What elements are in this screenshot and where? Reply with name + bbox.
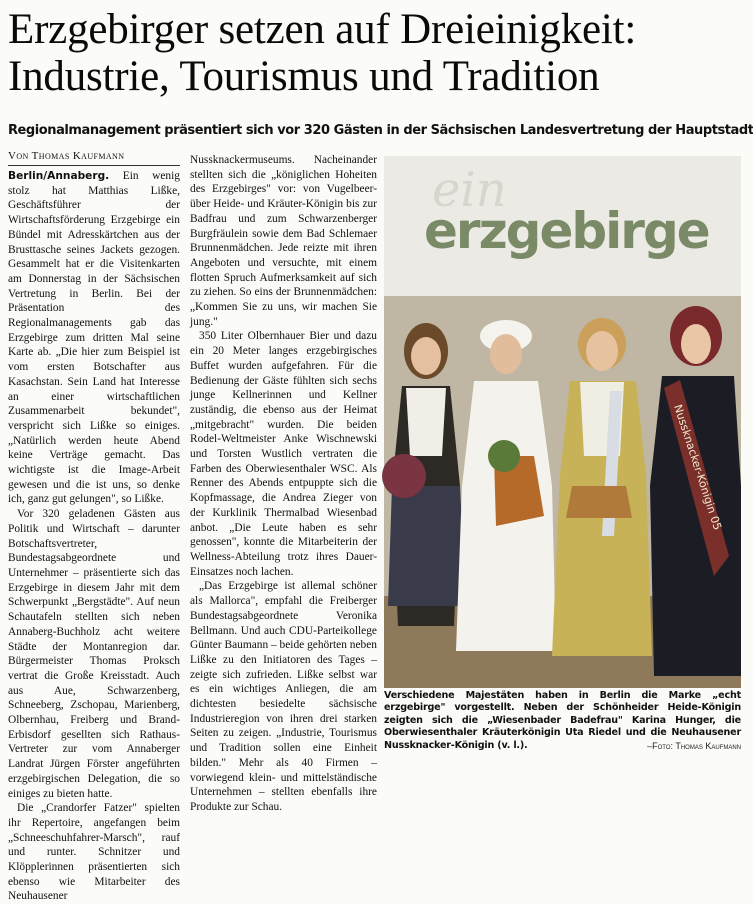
photo-illustration	[384, 156, 741, 688]
paragraph-text: Ein wenig stolz hat Matthias Lißke, Geschäftsführer der Wirtschaftsförderung Erzgebirge ein Bündel mit Adresskärtchen aus der Brusttasche seines Jackets gezogen. Gesammelt hat er die Visitenkarten am Donnerstag in der Sächsischen Vertretung in Berlin. Bei der Präsentation des Regionalmanagements gab das Erzgebirge zum dritten Mal seine Karte ab. „Die hier zum Beispiel ist vom ersten Botschafter aus Kasachstan. Sein Land hat Interesse an einer wirtschaftlichen Zusammenarbeit bekundet", verspricht sich Lißke so einiges. „Natürlich werden heute Abend keine Verträge gemacht. Das wichtigste ist die Image-Arbeit gewesen und die ist uns, so denke ich, ganz gut gelungen", so Lißke.	[8, 170, 180, 506]
paragraph: Nussknackermuseums. Nacheinander stellten sich die „königlichen Hoheiten des Erzgebirges" vor: von Vugelbeer- über Heide- und Kräuter-Königin bis zur Badfrau und zum Schwarzenberger Burgfräulein sowie dem Bad Schlemaer Brunnenmädchen. Jede reizte mit ihren Angeboten und versuchte, mit einem flotten Spruch Aufmerksamkeit auf sich zu ziehen. So eins der Brunnenmädchen: „Kommen Sie zu uns, wir machen Sie jung."	[190, 154, 377, 328]
subheadline: Regionalmanagement präsentiert sich vor 320 Gästen in der Sächsischen Landesvertretung der Hauptstadt	[8, 123, 753, 138]
paragraph: Vor 320 geladenen Gästen aus Politik und Wirtschaft – darunter Botschaftsvertreter, Bundestagsabgeordnete und Unternehmer – präsentierte sich das Erzgebirge in diesem Jahr mit dem Schwerpunkt „Bergstädte". Auf neun Schautafeln stellten sich neben Annaberg-Buchholz acht weitere Städte der Montanregion dar. Bürgermeister Thomas Proksch vertrat die Große Kreisstadt. Auch aus Aue, Schwarzenberg, Schneeberg, Zschopau, Marienberg, Olbernhau, Freiberg und Brand-Erbisdorf gesellten sich Rathaus-Vertreter zur vom Annaberger Landrat Jürgen Förster angeführten erzgebirgischen Delegation, die so einiges zu bieten hatte.	[8, 508, 180, 800]
paragraph: Die „Crandorfer Fatzer" spielten ihr Repertoire, angefangen beim „Schneeschuhfahrer-Marsch", rauf und runter. Schnitzer und Klöpplerinnen präsentierten sich ebenso wie Mitarbeiter des Neuhausener	[8, 802, 180, 903]
article-column-1	[8, 169, 180, 903]
headline: Erzgebirger setzen auf Dreieinigkeit: Industrie, Tourismus und Tradition	[8, 6, 637, 100]
banner-wordmark: erzgebirge	[424, 202, 709, 260]
photo-credit: –Foto: Thomas Kaufmann	[647, 741, 741, 751]
banner-script: ein	[432, 162, 507, 218]
article-column-2	[190, 153, 377, 813]
sash-text: Nussknacker-Königin 05	[671, 402, 725, 532]
caption-text: Verschiedene Majestäten haben in Berlin die Marke „echt erzgebirge" vorgestellt. Neben der Schönheider Heide-Königin zeigten sich die „Wiesenbader Badefrau" Karina Hunger, die Oberwiesenthaler Kräuterkönigin Uta Riedel und die Neuhausener Nussknacker-Königin (v. l.).	[384, 690, 741, 751]
dateline: Berlin/Annaberg.	[8, 170, 110, 182]
byline: Von Thomas Kaufmann	[8, 150, 125, 162]
paragraph	[8, 169, 180, 507]
paragraph: „Das Erzgebirge ist allemal schöner als Mallorca", empfahl die Freiberger Bundestagsabgeordnete Veronika Bellmann. Und auch CDU-Parteikollege Günter Baumann – beide gehörten neben Lißke zu den Initiatoren des Tages – zeigte sich zufrieden. Lißke selbst war es ein wichtiges Anliegen, die am dichtesten besiedelte sächsische Industrieregion von ihren drei starken Seiten zu zeigen. „Industrie, Tourismus und Tradition sollen eine Einheit bilden." Mehr als 40 Firmen – vorwiegend klein- und mittelständische Unternehmen – stellten ebenfalls ihre Produkte zur Schau.	[190, 580, 377, 813]
press-photo	[384, 156, 741, 688]
paragraph: 350 Liter Olbernhauer Bier und dazu ein 20 Meter langes erzgebirgisches Buffet wurden aufgefahren. Für die Bedienung der Gäste fühlten sich sechs junge Kellnerinnen und Kellner zuständig, die ebenso aus der Heimat „mitgebracht" wurden. Die beiden Rodel-Weltmeister Anke Wischnewski und Torsten Wustlich vertraten die Farben des Oberwiesenthaler WSC. Als Renner des Abends entpuppte sich die Kopfmassage, die Andrea Zieger von der Kurklinik Thermalbad Wiesenbad anbot. „Die Leute haben es sehr genossen", konnte die Mitarbeiterin der Wellness-Abteilung trotz ihres Dauer-Einsatzes noch lachen.	[190, 330, 377, 578]
byline-rule	[8, 165, 180, 166]
